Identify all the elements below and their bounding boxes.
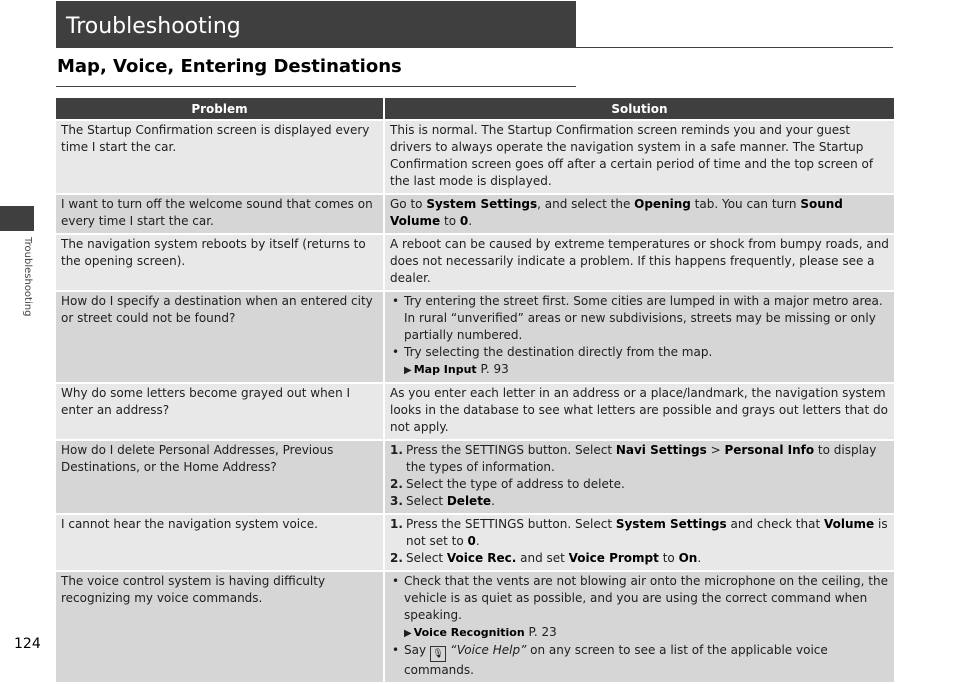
arrow-reference-icon: ▶ [404,365,412,376]
page-title: Troubleshooting [56,1,576,48]
table-row [56,235,894,290]
problem-cell: The Startup Confirmation screen is displayed every time I start the car. [56,121,383,193]
solution-cell [385,195,894,233]
navi-settings-term: Navi Settings [615,443,707,457]
step-text: and check that [726,517,824,531]
problem-cell: I cannot hear the navigation system voice. [56,515,383,570]
table-row [56,292,894,382]
solution-steps [390,442,889,510]
step-item [390,476,889,493]
solution-text: Go to [390,197,427,211]
step-text: to display the types of information. [406,443,877,474]
bullet-text: Check that the vents are not blowing air onto the microphone on the ceiling, the vehicle is as quiet as possible, and you are using the correct command when speaking. [404,574,888,622]
bullet-item [390,344,889,379]
solution-cell [385,515,894,570]
step-text: Select [406,494,447,508]
section-rule [56,86,576,87]
problem-cell: The navigation system reboots by itself (returns to the opening screen). [56,235,383,290]
step-text: . [697,551,702,565]
step-number: 1. [390,443,403,457]
map-input-reference-link[interactable] [404,362,509,376]
voice-prompt-term: Voice Prompt [568,551,659,565]
solution-bullets [390,293,889,379]
column-header-problem: Problem [56,98,383,119]
page-number: 124 [14,636,41,652]
voice-command: “Voice Help” [450,643,527,657]
solution-cell: This is normal. The Startup Confirmation screen reminds you and your guest drivers to always operate the navigation system in a safe manner. The Startup Confirmation screen goes off after a certain period of time and the top screen of the last mode is displayed. [385,121,894,193]
troubleshooting-table [56,98,894,684]
delete-term: Delete [446,494,492,508]
zero-value: 0 [459,214,469,228]
step-text: Press the SETTINGS button. Select [406,443,616,457]
table-row [56,572,894,682]
section-title: Map, Voice, Entering Destinations [57,56,402,77]
solution-cell [385,441,894,513]
step-text: . [491,494,495,508]
volume-term: Volume [824,517,875,531]
step-text: Select [406,551,447,565]
solution-text: . [468,214,473,228]
problem-cell: I want to turn off the welcome sound that comes on every time I start the car. [56,195,383,233]
zero-value: 0 [467,534,476,548]
solution-bullets [390,573,889,679]
solution-text: , and select the [537,197,635,211]
step-item [390,442,889,476]
step-text: . [475,534,480,548]
reference-label: Voice Recognition [413,626,525,639]
table-row [56,441,894,513]
problem-cell: The voice control system is having difficulty recognizing my voice commands. [56,572,383,682]
solution-text: tab. You can turn [690,197,801,211]
solution-steps [390,516,889,567]
arrow-reference-icon: ▶ [404,628,412,639]
talk-button-icon: 🎙 [430,646,446,662]
bullet-text: on any screen to see a list of the applicable voice commands. [404,643,828,677]
table-row [56,515,894,570]
solution-cell [385,572,894,682]
step-number: 3. [390,494,403,508]
system-settings-term: System Settings [615,517,727,531]
opening-term: Opening [634,197,691,211]
table-row [56,384,894,439]
step-text: Press the SETTINGS button. Select [406,517,616,531]
voice-recognition-reference-link[interactable] [404,625,557,639]
problem-cell: How do I specify a destination when an entered city or street could not be found? [56,292,383,382]
step-item [390,493,889,510]
step-text: Select the type of address to delete. [406,477,625,491]
solution-cell: A reboot can be caused by extreme temperatures or shock from bumpy roads, and does not necessarily indicate a problem. If this happens frequently, please see a dealer. [385,235,894,290]
reference-label: Map Input [413,363,477,376]
step-text: > [706,443,725,457]
problem-cell: How do I delete Personal Addresses, Previous Destinations, or the Home Address? [56,441,383,513]
solution-cell: As you enter each letter in an address or a place/landmark, the navigation system looks in the database to see what letters are possible and grays out letters that do not apply. [385,384,894,439]
bullet-item [390,573,889,642]
reference-page: P. 23 [524,625,557,639]
step-number: 1. [390,517,403,531]
step-number: 2. [390,551,403,565]
step-text: to [658,551,679,565]
step-text: and set [516,551,569,565]
table-row [56,121,894,193]
title-rule [576,47,893,48]
bullet-text: Say [404,643,427,657]
bullet-text: Try selecting the destination directly from the map. [404,345,713,359]
step-item [390,516,889,550]
reference-page: P. 93 [476,362,509,376]
solution-text: to [440,214,460,228]
column-header-solution: Solution [385,98,894,119]
solution-cell [385,292,894,382]
table-row [56,195,894,233]
bullet-item: • Try entering the street first. Some cities are lumped in with a major metro area. In rural “unverified” areas or new subdivisions, streets may be missing or only partially numbered. [390,293,889,344]
step-item [390,550,889,567]
problem-cell: Why do some letters become grayed out when I enter an address? [56,384,383,439]
bullet-item [390,642,889,679]
side-chapter-label: Troubleshooting [22,237,33,317]
step-text: is not set to [406,517,888,548]
voice-rec-term: Voice Rec. [446,551,517,565]
sound-volume-term: Sound Volume [390,197,843,228]
on-term: On [678,551,698,565]
step-number: 2. [390,477,403,491]
system-settings-term: System Settings [426,197,538,211]
side-chapter-tab[interactable] [0,206,34,231]
personal-info-term: Personal Info [724,443,815,457]
